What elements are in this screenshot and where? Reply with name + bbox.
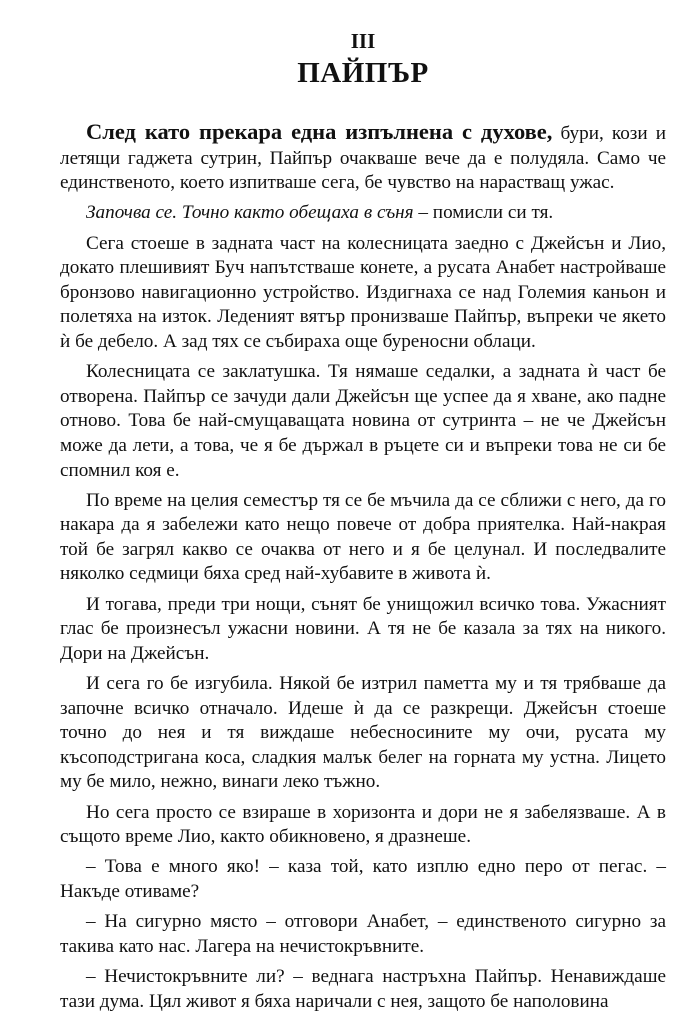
paragraph-11: – Нечистокръвните ли? – веднага настръхна Пайпър. Ненавиждаше тази дума. Цял живот я бяха наричали с нея, защото бе наполовина <box>60 965 666 1012</box>
italic-thought-text: Започва се. Точно както обещаха в съня <box>86 202 414 224</box>
paragraph-5: По време на целия семестър тя се бе мъчила да се сближи с него, да го накара да я забележи като нещо повече от добра приятелка. Най-накрая той бе загрял какво се очаква от него и я бе целунал. И последвалите няколко седмици бяха сред най-хубавите в живота ѝ. <box>60 489 666 585</box>
chapter-body <box>60 120 666 1014</box>
paragraph-6: И тогава, преди три нощи, сънят бе унищожил всичко това. Ужасният глас бе произнесъл ужасни новини. А тя не бе казала за тях на никого. Дори на Джейсън. <box>60 593 666 664</box>
paragraph-7: И сега го бе изгубила. Някой бе изтрил паметта му и тя трябваше да започне всичко отначало. Идеше ѝ да се разкрещи. Джейсън стоеше точно до нея и тя виждаше небесносините му очи, русата му късоподстригана коса, сладкия малък белег на горната му устна. Лицето му бе мило, нежно, винаги леко тъжно. <box>60 673 666 793</box>
paragraph-2 <box>60 201 666 226</box>
paragraph-8: Но сега просто се взираше в хоризонта и дори не я забелязваше. А в същото време Лио, както обикновено, я дразнеше. <box>60 801 666 848</box>
book-page <box>60 28 666 1020</box>
paragraph-1-text: бури, кози и летящи гаджета сутрин, Пайпър очакваше вече да е полудяла. Само че единственото, което изпитваше сега, бе чувство на нарастващ ужас. <box>60 123 667 194</box>
paragraph-3: Сега стоеше в задната част на колесницата заедно с Джейсън и Лио, докато плешивият Буч напътстваше конете, а русата Анабет настройваше бронзово навигационно устройство. Издигнаха се над Големия каньон и полетяха на изток. Леденият вятър пронизваше Пайпър, въпреки че якето ѝ бе дебело. А зад тях се събираха още буреносни облаци. <box>60 232 666 352</box>
paragraph-10: – На сигурно място – отговори Анабет, – единственото сигурно за такива като нас. Лагера на нечистокръвните. <box>60 911 666 957</box>
paragraph-4: Колесницата се заклатушка. Тя нямаше седалки, а задната ѝ част бе отворена. Пайпър се зачуди дали Джейсън ще успее да я хване, ако падне отново. Това бе най-смущаващата новина от сутринта – не че Джейсън може да лети, а това, че я бе държал в ръцете си и въпреки това не си бе спомнил коя е. <box>60 361 666 481</box>
paragraph-9: – Това е много яко! – каза той, като изплю едно перо от пегас. – Накъде отиваме? <box>60 856 666 902</box>
lead-in-bold-text: След като прекара една изпълнена с духове, <box>86 119 553 144</box>
paragraph-1 <box>60 120 666 196</box>
paragraph-2-text: – помисли си тя. <box>413 202 554 224</box>
chapter-number: III <box>350 29 376 53</box>
chapter-title: ПАЙПЪР <box>297 57 429 89</box>
